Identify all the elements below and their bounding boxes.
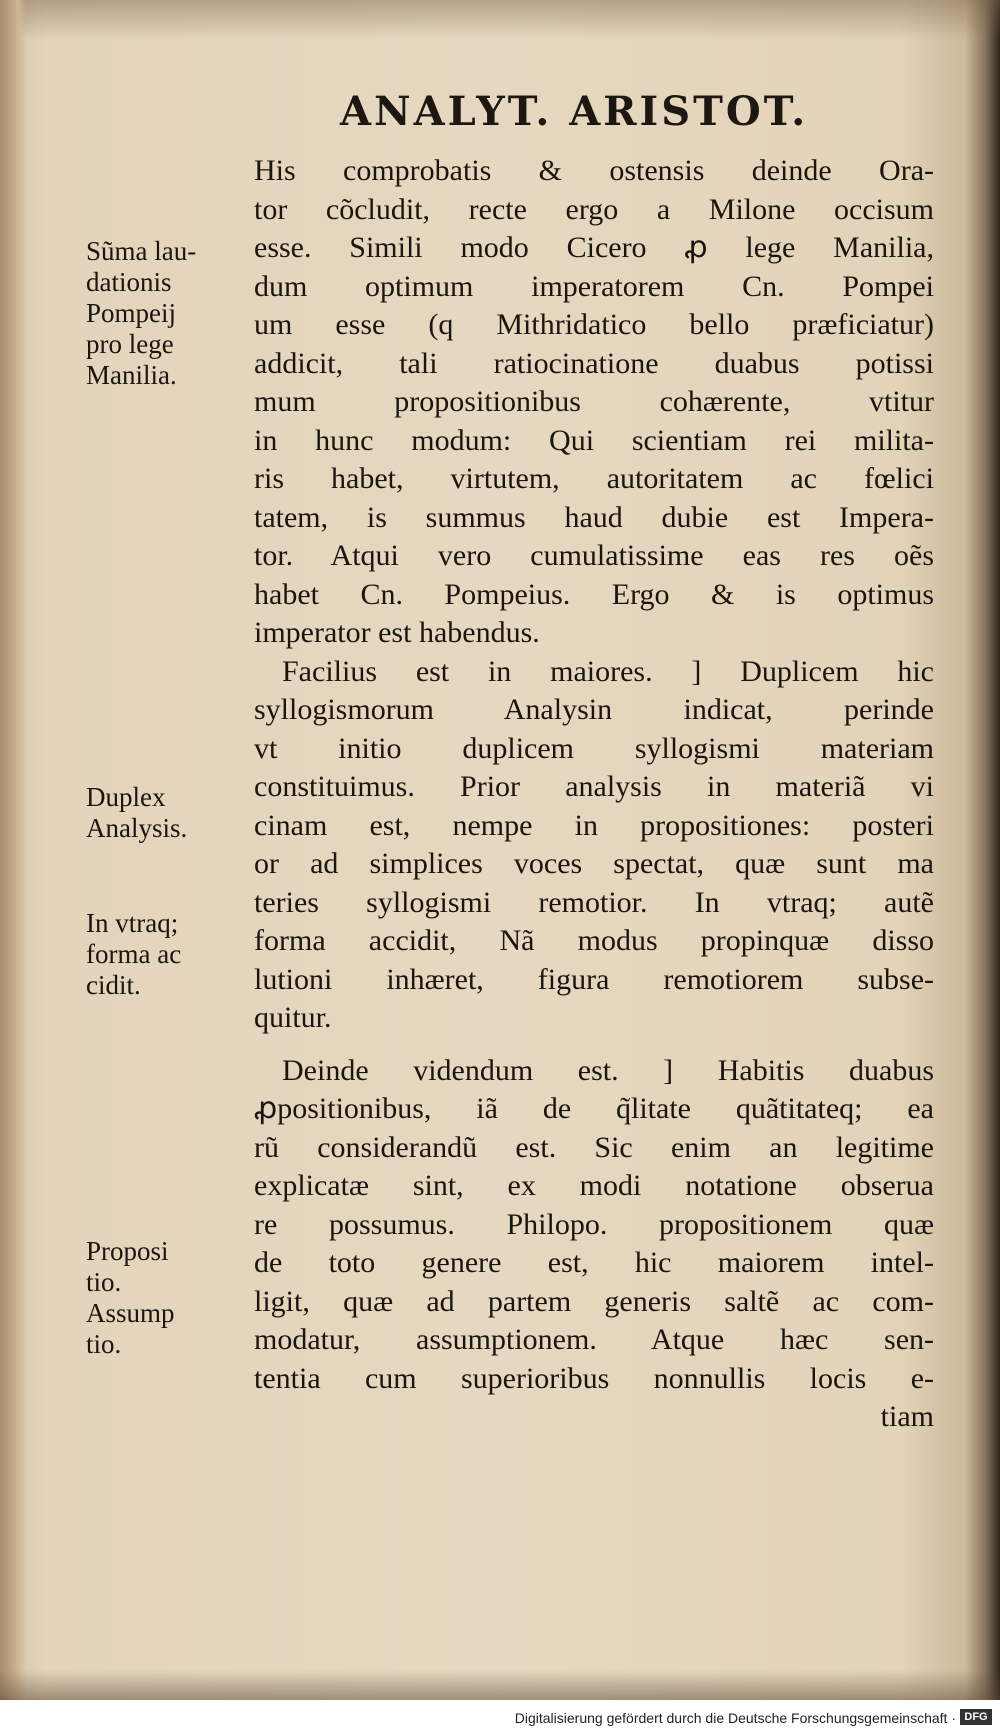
text-line: tatem, is summus haud dubie est Impera- — [254, 500, 934, 534]
text-line: re possumus. Philopo. propositionem quæ — [254, 1207, 934, 1241]
text-line: tentia cum superioribus nonnullis locis e- — [254, 1361, 934, 1395]
text-line: explicatæ sint, ex modi notatione obserua — [254, 1169, 934, 1202]
marginal-line: In vtraq; — [86, 908, 179, 938]
main-text-block — [254, 152, 934, 1437]
footer-bar — [0, 1700, 1000, 1735]
text-line: tor. Atqui vero cumulatissime eas res oẽs — [254, 539, 934, 572]
text-line: addicit, tali ratiocinatione duabus potissi — [254, 346, 934, 380]
text-line: imperator est habendus. — [254, 616, 540, 649]
text-line: in hunc modum: Qui scientiam rei milita- — [254, 423, 934, 457]
text-line: ꝓpositionibus, iã de q̃litate quãtitateq; ea — [254, 1092, 934, 1125]
marginal-note-forma — [86, 908, 236, 1001]
text-line: teries syllogismi remotior. In vtraq; autẽ — [254, 885, 934, 919]
marginal-note-propositio — [86, 1236, 236, 1360]
marginal-line: Analysis. — [86, 813, 188, 843]
text-line: rũ considerandũ est. Sic enim an legitime — [254, 1130, 934, 1164]
text-line: Deinde videndum est. ] Habitis duabus — [282, 1053, 934, 1087]
text-line: modatur, assumptionem. Atque hæc sen- — [254, 1323, 934, 1356]
marginal-line: forma ac — [86, 939, 182, 969]
text-line: syllogismorum Analysin indicat, perinde — [254, 693, 934, 726]
text-line: mum propositionibus cohærente, vtitur — [254, 385, 934, 418]
funding-notice: Digitalisierung gefördert durch die Deutsche Forschungsgemeinschaft · — [514, 1710, 956, 1726]
text-line: forma accidit, Nã modus propinquæ disso — [254, 924, 934, 957]
text-line: or ad simplices voces spectat, quæ sunt ma — [254, 847, 934, 880]
text-line: quitur. — [254, 1001, 332, 1034]
text-line: tor cõcludit, recte ergo a Milone occisum — [254, 192, 934, 226]
text-line: esse. Simili modo Cicero ꝓ lege Manilia, — [254, 231, 934, 264]
marginal-note-pompey — [86, 236, 236, 391]
marginal-line: Duplex — [86, 782, 166, 812]
text-line: Facilius est in maiores. ] Duplicem hic — [282, 654, 934, 688]
marginal-note-duplex — [86, 782, 236, 844]
text-line: um esse (q Mithridatico bello præficiatur) — [254, 308, 934, 341]
text-line: lutioni inhæret, figura remotiorem subse- — [254, 962, 934, 996]
page-gutter-edge — [0, 0, 26, 1700]
text-line: vt initio duplicem syllogismi materiam — [254, 731, 934, 765]
marginal-line: dationis — [86, 267, 172, 297]
running-head: ANALYT. ARISTOT. — [340, 88, 809, 135]
marginal-line: Pompeij — [86, 298, 177, 328]
text-line: dum optimum imperatorem Cn. Pompei — [254, 269, 934, 303]
marginal-line: tio. — [86, 1329, 122, 1359]
marginal-line: tio. — [86, 1267, 122, 1297]
dfg-logo: DFG — [960, 1709, 992, 1725]
marginal-line: Manilia. — [86, 360, 177, 390]
text-line: constituimus. Prior analysis in materiã vi — [254, 770, 934, 803]
marginal-line: Proposi — [86, 1236, 169, 1266]
text-line: His comprobatis & ostensis deinde Ora- — [254, 154, 934, 187]
text-line: ris habet, virtutem, autoritatem ac fœlici — [254, 462, 934, 495]
text-line: de toto genere est, hic maiorem intel- — [254, 1246, 934, 1279]
marginal-line: Assump — [86, 1298, 175, 1328]
marginal-line: Sũma lau- — [86, 236, 197, 266]
text-line: ligit, quæ ad partem generis saltẽ ac com- — [254, 1284, 934, 1318]
marginal-line: pro lege — [86, 329, 174, 359]
text-line: habet Cn. Pompeius. Ergo & is optimus — [254, 577, 934, 611]
catchword: tiam — [880, 1400, 934, 1433]
marginal-line: cidit. — [86, 970, 141, 1000]
text-line: cinam est, nempe in propositiones: posteri — [254, 808, 934, 842]
